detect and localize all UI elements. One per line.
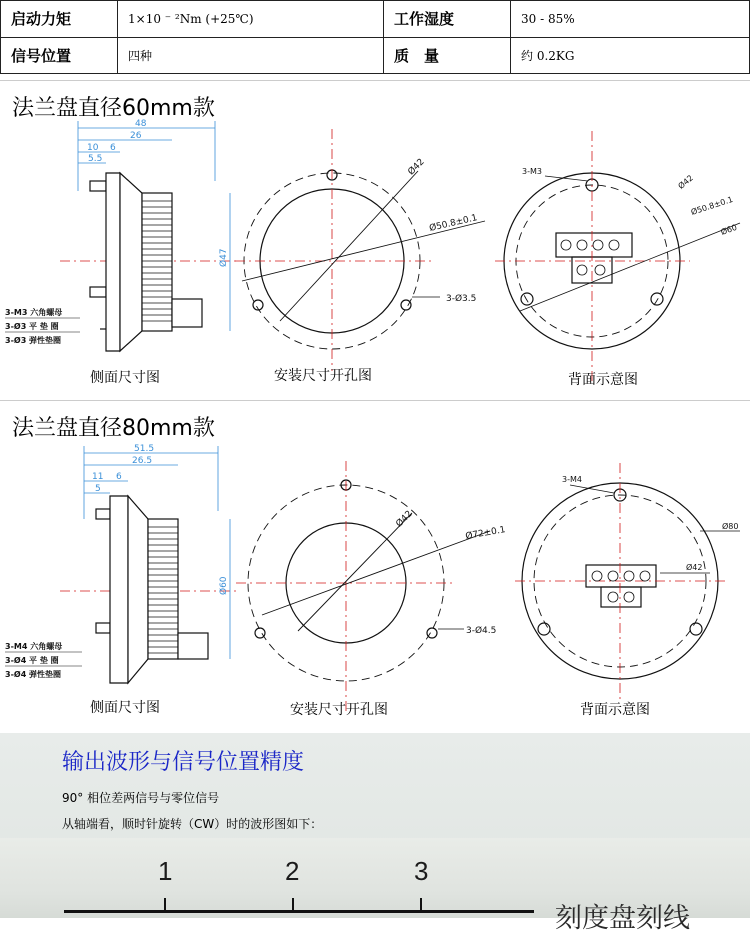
caption-side-80: 侧面尺寸图 — [90, 700, 160, 716]
scale-label: 刻度盘刻线 — [555, 903, 690, 934]
section-60-title: 法兰盘直径60mm款 — [12, 96, 215, 121]
dim-47: Ø47 — [219, 248, 229, 267]
caption-back-80: 背面示意图 — [580, 702, 650, 718]
side-view-80 — [60, 496, 240, 683]
spec-label-start-torque: 启动力矩 — [1, 1, 118, 38]
spec-value-weight: 约 0.2KG — [511, 37, 750, 74]
dim-5: 5 — [95, 484, 101, 494]
caption-back-60: 背面示意图 — [568, 372, 638, 388]
note-washer: 3-Ø3 平 垫 圈 — [5, 322, 59, 331]
dim-48: 48 — [135, 119, 147, 129]
mount-dim-42-80: Ø42 — [394, 509, 415, 530]
back-dim-42-80: Ø42 — [686, 563, 703, 572]
spec-label-humidity: 工作湿度 — [384, 1, 511, 38]
note-spring-washer-80: 3-Ø4 弹性垫圈 — [5, 670, 62, 679]
mount-view-60 — [235, 129, 485, 371]
drawing-60mm — [0, 81, 750, 401]
spec-row — [1, 1, 750, 38]
dim-51-5: 51.5 — [134, 444, 155, 454]
dim-6-80: 6 — [116, 472, 122, 482]
scale-line — [64, 910, 534, 913]
dim-26: 26 — [130, 131, 142, 141]
waveform-line-2: 从轴端看，顺时针旋转（CW）时的波形图如下： — [62, 817, 323, 831]
dim-5-5: 5.5 — [88, 154, 103, 164]
waveform-photo — [0, 838, 750, 934]
scale-number-3: 3 — [414, 856, 429, 886]
spec-value-humidity: 30 - 85% — [511, 1, 750, 38]
section-60mm — [0, 80, 750, 400]
dim-11: 11 — [92, 472, 104, 482]
section-80-title: 法兰盘直径80mm款 — [12, 416, 215, 441]
back-dim-50-8: Ø50.8±0.1 — [689, 194, 735, 217]
waveform-line-1: 90° 相位差两信号与零位信号 — [62, 791, 220, 805]
mount-dim-42: Ø42 — [406, 157, 427, 178]
back-dim-60: Ø60 — [719, 222, 739, 237]
mount-dim-50-8: Ø50.8±0.1 — [428, 213, 479, 234]
spec-row — [1, 37, 750, 74]
dim-10: 10 — [87, 143, 99, 153]
back-dim-80: Ø80 — [722, 522, 739, 531]
mount-holes: 3-Ø3.5 — [446, 294, 477, 304]
note-spring-washer: 3-Ø3 弹性垫圈 — [5, 336, 62, 345]
caption-mount-80: 安装尺寸开孔图 — [290, 702, 388, 718]
note-nut: 3-M3 六角螺母 — [5, 308, 63, 317]
back-m4: 3-M4 — [562, 475, 582, 484]
waveform-heading: 输出波形与信号位置精度 — [62, 750, 305, 775]
caption-mount-60: 安装尺寸开孔图 — [274, 368, 372, 384]
spec-value-signal-position: 四种 — [118, 37, 384, 74]
back-dim-42: Ø42 — [676, 173, 695, 191]
spec-value-start-torque: 1×10 ⁻ ²Nm (+25℃) — [118, 1, 384, 38]
scale-number-2: 2 — [285, 856, 300, 886]
dim-60-side: Ø60 — [219, 576, 229, 595]
spec-label-signal-position: 信号位置 — [1, 37, 118, 74]
mount-dim-72: Ø72±0.1 — [464, 525, 507, 542]
mount-holes-80: 3-Ø4.5 — [466, 626, 497, 636]
note-washer-80: 3-Ø4 平 垫 圈 — [5, 656, 59, 665]
section-80mm — [0, 400, 750, 725]
caption-side-60: 侧面尺寸图 — [90, 370, 160, 386]
waveform-section — [0, 733, 750, 934]
spec-table — [0, 0, 750, 74]
dim-6: 6 — [110, 143, 116, 153]
drawing-80mm — [0, 401, 750, 726]
side-view-60 — [60, 173, 240, 351]
note-nut-80: 3-M4 六角螺母 — [5, 642, 63, 651]
mount-view-80 — [236, 461, 490, 711]
back-m3: 3-M3 — [522, 167, 542, 176]
dim-26-5: 26.5 — [132, 456, 153, 466]
scale-number-1: 1 — [158, 856, 173, 886]
spec-label-weight: 质 量 — [384, 37, 511, 74]
back-view-80 — [515, 463, 740, 701]
